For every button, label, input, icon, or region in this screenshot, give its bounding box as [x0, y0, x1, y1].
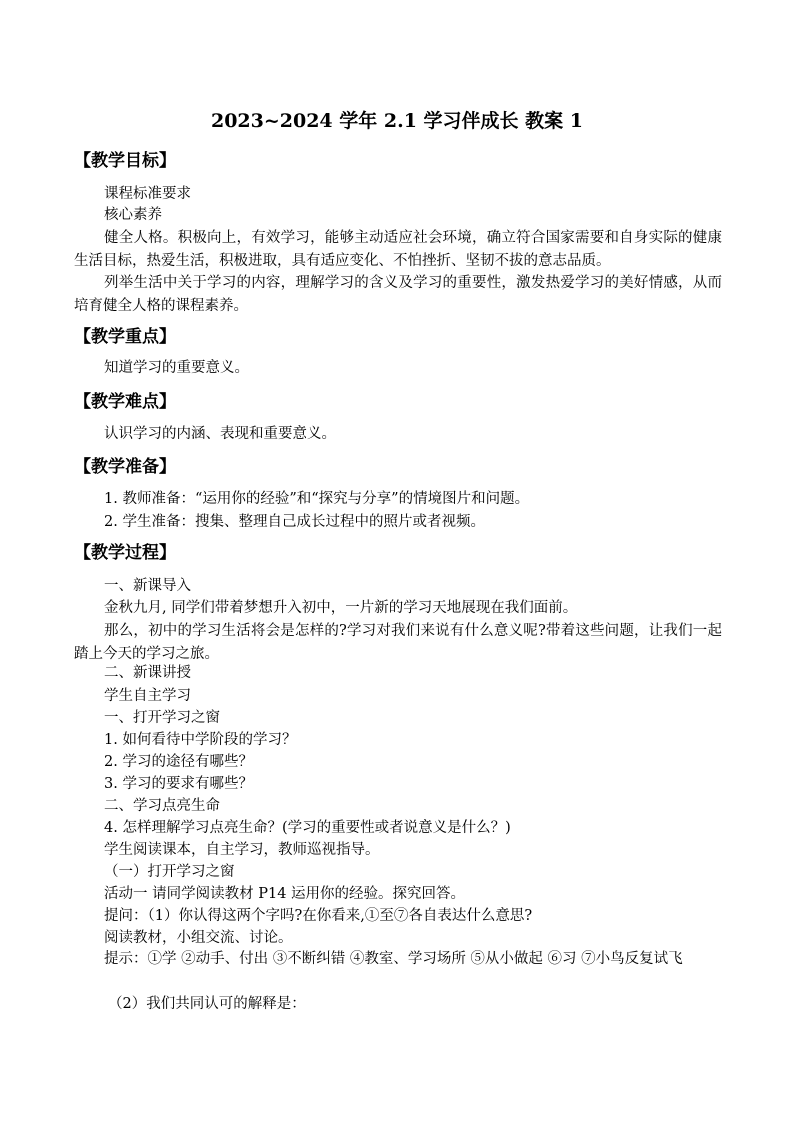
process-line-13: 活动一 请同学阅读教材 P14 运用你的经验。探究回答。: [104, 886, 466, 902]
heading-difficulties: 【教学难点】: [74, 392, 176, 412]
process-line-12: （一）打开学习之窗: [104, 864, 235, 880]
process-line-10: 4. 怎样理解学习点亮生命？(学习的重要性或者说意义是什么？): [104, 820, 511, 836]
objectives-line-2: 核心素养: [104, 207, 162, 223]
objectives-line-1: 课程标准要求: [104, 186, 191, 202]
process-line-15: 阅读教材，小组交流、讨论。: [104, 930, 293, 946]
process-line-6: 1. 如何看待中学阶段的学习？: [104, 732, 297, 748]
heading-objectives: 【教学目标】: [74, 151, 176, 171]
difficulties-line: 认识学习的内涵、表现和重要意义。: [104, 426, 336, 442]
preparation-line-2: 2. 学生准备：搜集、整理自己成长过程中的照片或者视频。: [104, 514, 485, 530]
process-line-2: 金秋九月, 同学们带着梦想升入初中，一片新的学习天地展现在我们面前。: [104, 600, 578, 616]
heading-key-points: 【教学重点】: [74, 327, 176, 347]
process-line-1: 一、新课导入: [104, 578, 191, 594]
process-line-14: 提问：（1）你认得这两个字吗?在你看来,①至⑦各自表达什么意思?: [104, 908, 533, 924]
key-points-line: 知道学习的重要意义。: [104, 360, 249, 376]
process-line-7: 2. 学习的途径有哪些？: [104, 754, 253, 770]
heading-preparation: 【教学准备】: [74, 457, 176, 477]
process-line-8: 3. 学习的要求有哪些？: [104, 776, 253, 792]
process-line-9: 二、学习点亮生命: [104, 798, 220, 814]
process-line-3: 二、新课讲授: [104, 665, 191, 681]
heading-process: 【教学过程】: [74, 543, 176, 563]
process-line-5: 一、打开学习之窗: [104, 710, 220, 726]
process-line-16: （2）我们共同认可的解释是：: [108, 996, 306, 1012]
process-paragraph-2: 提示：①学 ②动手、付出 ③不断纠错 ④教室、学习场所 ⑤从小做起 ⑥习 ⑦小鸟反复试飞: [104, 951, 683, 967]
process-line-11: 学生阅读课本，自主学习，教师巡视指导。: [104, 842, 380, 858]
process-paragraph-1: 那么，初中的学习生活将会是怎样的?学习对我们来说有什么意义呢?带着这些问题，让我们一起踏上今天的学习之旅。: [74, 623, 722, 662]
objectives-paragraph-1: 健全人格。积极向上，有效学习，能够主动适应社会环境，确立符合国家需要和自身实际的健康生活目标，热爱生活，积极进取，具有适应变化、不怕挫折、坚韧不拔的意志品质。: [74, 230, 722, 269]
document-title: 2023~2024 学年 2.1 学习伴成长 教案 1: [210, 110, 584, 132]
process-line-4: 学生自主学习: [104, 688, 191, 704]
objectives-paragraph-2: 列举生活中关于学习的内容，理解学习的含义及学习的重要性，激发热爱学习的美好情感，从而培育健全人格的课程素养。: [74, 275, 722, 314]
preparation-line-1: 1. 教师准备：“运用你的经验”和“探究与分享”的情境图片和问题。: [104, 491, 530, 507]
